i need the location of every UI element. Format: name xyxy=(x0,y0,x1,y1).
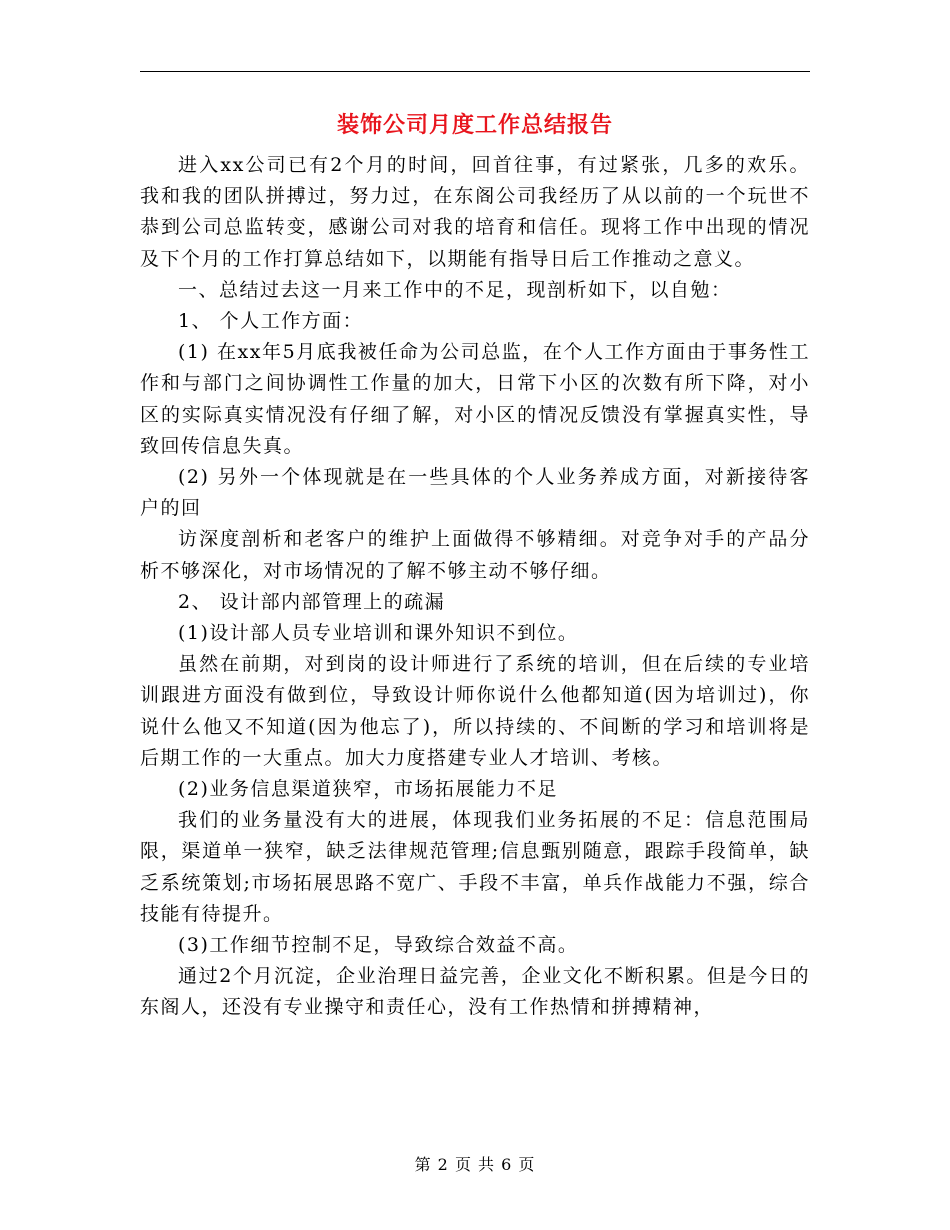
document-title: 装饰公司月度工作总结报告 xyxy=(336,112,613,138)
paragraph-subsection-1-heading: 1、 个人工作方面： xyxy=(178,310,364,333)
document-body xyxy=(140,150,810,1024)
paragraph-section-1-heading: 一、总结过去这一月来工作中的不足，现剖析如下，以自勉： xyxy=(178,278,732,301)
paragraph-subsection-2-heading: 2、 设计部内部管理上的疏漏 xyxy=(178,590,446,613)
paragraph-item-2-3-heading: (3)工作细节控制不足，导致综合效益不高。 xyxy=(178,934,579,957)
paragraph-item-2-2-heading: (2)业务信息渠道狭窄，市场拓展能力不足 xyxy=(178,778,558,801)
paragraph-item-1-2: (2) 另外一个体现就是在一些具体的个人业务养成方面，对新接待客户的回 xyxy=(140,466,810,520)
paragraph-item-2-1-heading: (1)设计部人员专业培训和课外知识不到位。 xyxy=(178,622,579,645)
header-rule xyxy=(140,71,810,72)
paragraph-item-1-1: (1) 在xx年5月底我被任命为公司总监，在个人工作方面由于事务性工作和与部门之间协调性工作量的加大，日常下小区的次数有所下降，对小区的实际真实情况没有仔细了解，对小区的情况反馈没有掌握真实性，导致回传信息失真。 xyxy=(140,341,810,457)
paragraph-item-1-2-continued: 访深度剖析和老客户的维护上面做得不够精细。对竞争对手的产品分析不够深化，对市场情况的了解不够主动不够仔细。 xyxy=(140,528,810,582)
paragraph-item-2-2-body: 我们的业务量没有大的进展，体现我们业务拓展的不足：信息范围局限，渠道单一狭窄，缺乏法律规范管理;信息甄别随意，跟踪手段简单，缺乏系统策划;市场拓展思路不宽广、手段不丰富，单兵作战能力不强，综合技能有待提升。 xyxy=(140,809,810,925)
paragraph-intro: 进入xx公司已有2个月的时间，回首往事，有过紧张，几多的欢乐。我和我的团队拼搏过，努力过，在东阁公司我经历了从以前的一个玩世不恭到公司总监转变，感谢公司对我的培育和信任。现将工作中出现的情况及下个月的工作打算总结如下，以期能有指导日后工作推动之意义。 xyxy=(140,154,810,270)
paragraph-item-2-1-body: 虽然在前期，对到岗的设计师进行了系统的培训，但在后续的专业培训跟进方面没有做到位，导致设计师你说什么他都知道(因为培训过)，你说什么他又不知道(因为他忘了)，所以持续的、不间断的学习和培训将是后期工作的一大重点。加大力度搭建专业人才培训、考核。 xyxy=(140,653,810,769)
page-number-footer: 第 2 页 共 6 页 xyxy=(414,1155,536,1174)
paragraph-item-2-3-body: 通过2个月沉淀，企业治理日益完善，企业文化不断积累。但是今日的东阁人，还没有专业操守和责任心，没有工作热情和拼搏精神， xyxy=(140,965,810,1019)
